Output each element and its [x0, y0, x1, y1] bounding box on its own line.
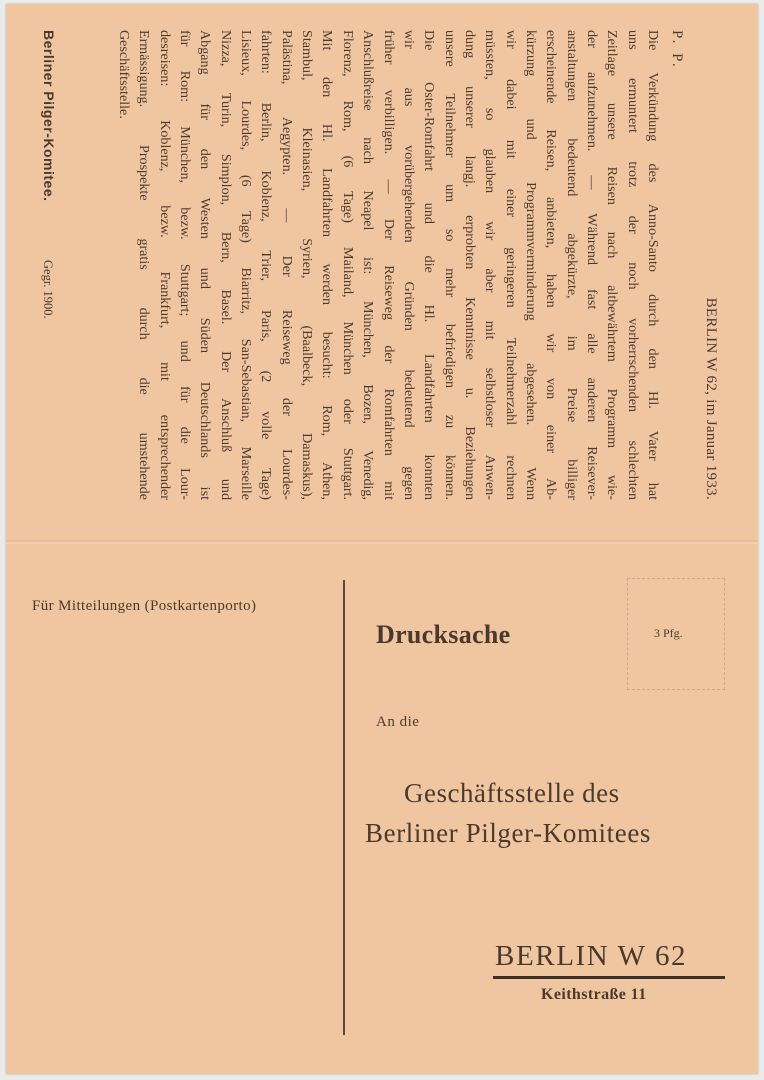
letter-line: Palästina, Aegypten. — Der Reiseweg der Lourdes-	[278, 30, 295, 500]
letter-line: wir aus vorübergehenden Gründen bedeutend gegen	[400, 30, 417, 500]
recipient-line-2: Berliner Pilger-Komitees	[365, 818, 652, 848]
letter-line: anstaltungen bedeutend abgekürzte, im Preise billiger	[563, 30, 580, 500]
street: Keithstraße 11	[541, 986, 647, 1003]
letter-line: Nizza, Turin, Simplon, Bern, Basel. Der Anschluß und	[217, 30, 234, 500]
letter-line: Lisieux, Lourdes, (6 Tage) Biarritz, San-Sebastian, Marseille	[238, 30, 255, 500]
letter-line: Zeitlage unsere Reisen nach altbewährtem Programm wie-	[604, 30, 621, 500]
city: BERLIN W 62	[495, 940, 688, 972]
letter-line: Die Oster-Romfahrt und die Hl. Landfahrten konnten	[421, 30, 438, 500]
letter-panel	[20, 30, 745, 500]
letter-line: der aufzunehmen. — Während fast alle anderen Reisever-	[583, 30, 600, 500]
signature: Berliner Pilger-Komitee.	[41, 30, 57, 202]
mail-type: Drucksache	[376, 620, 511, 649]
message-label: Für Mitteilungen (Postkartenporto)	[32, 598, 257, 614]
letter-line: Stambul, Kleinasien, Syrien, (Baalbeck, Damaskus),	[299, 30, 316, 500]
letter-line: desreisen: Koblenz, bezw. Frankfurt, mit entsprechender	[156, 30, 173, 500]
letter-line: uns ermuntert trotz der noch vorherrschenden schlechten	[624, 30, 641, 500]
to-label: An die	[376, 714, 420, 730]
letter-line: Die Verkündung des Anno-Santo durch den Hl. Vater hat	[645, 30, 661, 500]
date-line: BERLIN W 62, im Januar 1933.	[703, 297, 719, 500]
letter-line: unsere Teilnehmer um so mehr befriedigen zu können.	[441, 30, 458, 500]
divider-line	[343, 580, 345, 1035]
letter-line: fahrten: Berlin, Koblenz, Trier, Paris, (2 volle Tage)	[258, 30, 275, 500]
fold-line	[6, 540, 758, 544]
letter-header	[701, 30, 745, 500]
letter-line: Abgang für den Westen und Süden Deutschlands ist	[197, 30, 214, 500]
letter-line: Mit den Hl. Landfahrten werden besucht: Rom, Athen,	[319, 30, 336, 500]
letter-line: Geschäftsstelle.	[116, 30, 133, 119]
recipient-line-1: Geschäftsstelle des	[404, 778, 620, 808]
letter-line: Florenz, Rom, (6 Tage) Mailand, München oder Stuttgart.	[339, 30, 356, 500]
letter-line: Ermässigung. Prospekte gratis durch die umstehende	[136, 30, 153, 500]
letter-line: erscheinende Reisen, anbieten, haben wir von einer Ab-	[543, 30, 560, 500]
letter-line: dung unserer langj. erprobten Kenntnisse u. Beziehungen	[461, 30, 478, 500]
letter-body	[114, 30, 663, 500]
letter-line: für Rom: München, bezw. Stuttgart; und für die Lour-	[177, 30, 194, 500]
city-underline	[493, 976, 725, 979]
founded-note: Gegr. 1900.	[41, 260, 55, 319]
letter-line: früher verbilligen. — Der Reiseweg der Romfahrten mit	[380, 30, 397, 500]
letter-line: Anschlußreise nach Neapel ist: München, Bozen, Venedig,	[360, 30, 377, 500]
letter-line: müssten, so glauben wir aber mit selbstloser Anwen-	[482, 30, 499, 500]
salutation: P. P.	[669, 30, 685, 70]
letter-line: wir dabei mit einer geringeren Teilnehmerzahl rechnen	[502, 30, 519, 500]
postage-value: 3 Pfg.	[654, 626, 683, 640]
letter-line: kürzung und Programmverminderung abgesehen. Wenn	[522, 30, 539, 500]
